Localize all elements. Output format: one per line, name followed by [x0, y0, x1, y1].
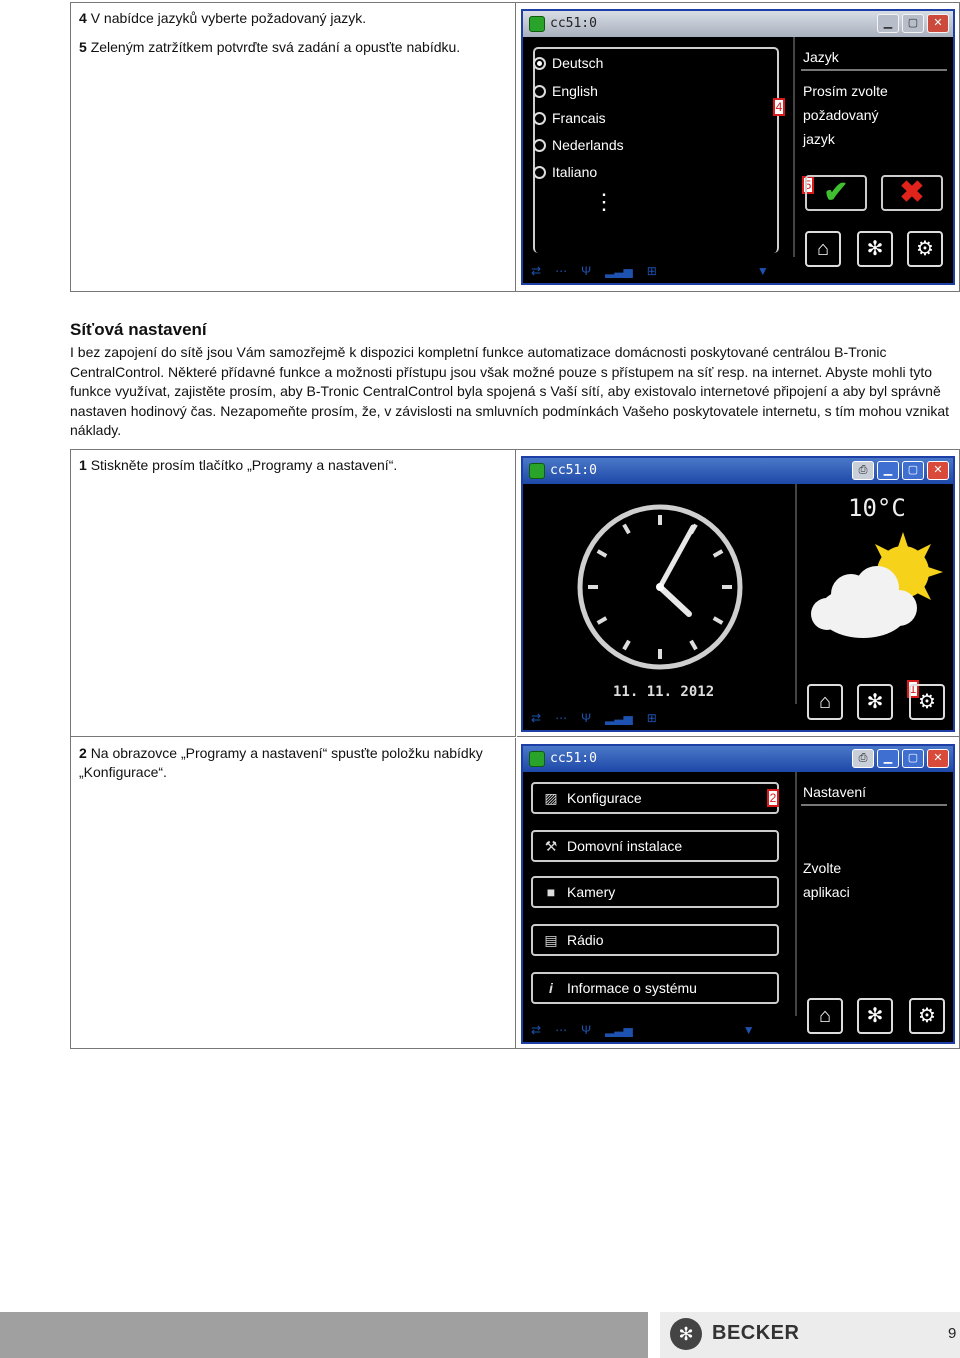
home-button[interactable] [807, 998, 843, 1034]
window-titlebar [523, 746, 953, 772]
lan-icon: ⊞ [646, 264, 657, 278]
menu-item-domovni-instalace[interactable]: ⚒ Domovní instalace [531, 830, 779, 862]
minimize-icon[interactable]: ▁ [877, 461, 899, 480]
fan-icon: ✻ [866, 1005, 884, 1027]
network-icon: ⇄ [531, 1023, 542, 1037]
minimize-icon[interactable]: ▁ [877, 14, 899, 33]
link-icon: ⋯ [555, 264, 568, 278]
maximize-icon[interactable]: ▢ [902, 14, 924, 33]
step-1: 1 Stiskněte prosím tlačítko „Programy a nastavení“. [79, 457, 398, 473]
menu-item-informace-o-systemu[interactable]: i Informace o systému [531, 972, 779, 1004]
info-icon: i [549, 980, 553, 996]
app-icon [529, 751, 545, 767]
programs-settings-screen [521, 744, 955, 1044]
panel-divider [795, 484, 797, 704]
minimize-icon[interactable]: ▁ [877, 749, 899, 768]
signal-icon: ▂▃▅ [605, 711, 633, 725]
window-titlebar [523, 11, 953, 37]
status-bar [523, 1018, 793, 1042]
clock-screen [521, 456, 955, 732]
home-icon: ⌂ [816, 238, 830, 260]
step-4: 4 V nabídce jazyků vyberte požadovaný jazyk. [79, 10, 367, 26]
language-option-francais[interactable]: Francais [533, 110, 606, 126]
dropdown-icon[interactable]: ▼ [756, 264, 769, 278]
window-controls [852, 749, 949, 768]
radio-icon: ▤ [544, 931, 558, 948]
section-paragraph: I bez zapojení do sítě jsou Vám samozřejmě k dispozici kompletní funkce automatizace domácnosti poskytované centrálou B-Tronic CentralControl. Některé přídavné funkce a možnosti přístupu jsou však možné pouze s přístupem na síť resp. na internet. Abyste mohli tyto funkce využívat, zajistěte prosím, aby B-Tronic CentralControl byla spojená s Vaší sítí, aby existovalo internetové připojení a aby byl správně nastaven hodinový čas. Nezapomeňte prosím, že, v závislosti na smluvních podmínkách Vašeho poskytovatele internetu, s tím mohou vznikat náklady. [70, 344, 950, 438]
radio-icon [533, 139, 546, 152]
language-option-deutsch[interactable]: Deutsch [533, 55, 603, 71]
radio-icon [533, 85, 546, 98]
steps-text-cell [71, 3, 516, 291]
side-panel-text: Zvolte aplikaci [803, 860, 850, 900]
footer-bar [0, 1312, 648, 1358]
steps-table-1 [70, 2, 960, 292]
window-title: cc51:0 [550, 751, 597, 766]
step-2-cell [71, 738, 516, 1048]
section-heading: Síťová nastavení [70, 320, 207, 339]
signal-icon: ▂▃▅ [605, 264, 633, 278]
camera-icon: ■ [546, 884, 556, 900]
brand-name: BECKER [712, 1322, 800, 1344]
programs-settings-button[interactable] [909, 684, 945, 720]
menu-screenshot-cell [517, 738, 959, 1048]
footer-brand-area [660, 1312, 960, 1358]
steps-table-2 [70, 449, 960, 1049]
marker-5: 5 [802, 176, 814, 194]
partly-cloudy-icon [803, 530, 953, 650]
window-title: cc51:0 [550, 16, 597, 31]
fan-icon: ✻ [866, 691, 884, 713]
settings-button[interactable] [909, 998, 945, 1034]
home-button[interactable] [805, 231, 841, 267]
status-bar [523, 706, 793, 730]
cancel-button[interactable] [881, 175, 943, 211]
cross-icon: ✖ [899, 176, 925, 209]
temperature-reading: 10°C [848, 494, 906, 522]
home-icon: ⌂ [818, 1005, 832, 1027]
close-icon[interactable]: ✕ [927, 749, 949, 768]
gear-icon: ⚙ [916, 238, 934, 260]
side-panel-title: Nastavení [803, 784, 867, 800]
step-2: 2 Na obrazovce „Programy a nastavení“ spusťte položku nabídky „Konfigurace“. [79, 745, 483, 780]
radio-selected-icon [533, 57, 546, 70]
step-1-cell [71, 450, 516, 737]
clock-date: 11. 11. 2012 [613, 684, 715, 700]
window-title: cc51:0 [550, 463, 597, 478]
marker-1: 1 [907, 680, 919, 698]
language-option-nederlands[interactable]: Nederlands [533, 137, 624, 153]
link-icon: ⋯ [555, 1023, 568, 1037]
clock-screenshot-cell [517, 450, 959, 737]
side-panel-title: Jazyk [803, 49, 839, 65]
radio-icon [533, 166, 546, 179]
app-icon [529, 16, 545, 32]
close-icon[interactable]: ✕ [927, 14, 949, 33]
side-panel-text: Prosím zvolte požadovaný jazyk [803, 83, 888, 147]
antenna-icon: Ψ [581, 1023, 592, 1037]
fan-button[interactable] [857, 998, 893, 1034]
confirm-button[interactable] [805, 175, 867, 211]
print-icon[interactable]: ⎙ [852, 749, 874, 768]
signal-icon: ▂▃▅ [605, 1023, 633, 1037]
language-option-italiano[interactable]: Italiano [533, 164, 597, 180]
gear-icon: ⚙ [918, 691, 936, 713]
page-number: 9 [948, 1325, 957, 1342]
step-5: 5 Zeleným zatržítkem potvrďte svá zadání a opusťte nabídku. [79, 39, 461, 55]
side-title-underline [801, 804, 947, 806]
configuration-icon: ▨ [544, 789, 558, 806]
checkmark-icon: ✔ [823, 176, 849, 209]
menu-item-kamery[interactable]: ■ Kamery [531, 876, 779, 908]
wrench-icon: ⚒ [544, 837, 558, 854]
window-controls [877, 14, 949, 33]
window-controls [852, 461, 949, 480]
close-icon[interactable]: ✕ [927, 461, 949, 480]
side-title-underline [801, 69, 947, 71]
dropdown-icon[interactable]: ▼ [742, 1023, 755, 1037]
language-screen [521, 9, 955, 285]
analog-clock [575, 502, 745, 672]
window-titlebar [523, 458, 953, 484]
gear-icon: ⚙ [918, 1005, 936, 1027]
becker-logo-icon: ✻ [670, 1318, 702, 1350]
home-button[interactable] [807, 684, 843, 720]
home-icon: ⌂ [818, 691, 832, 713]
panel-divider [795, 772, 797, 1016]
menu-item-radio[interactable]: ▤ Rádio [531, 924, 779, 956]
marker-2: 2 [767, 789, 779, 807]
fan-button[interactable] [857, 684, 893, 720]
more-indicator: ⋮ [593, 189, 615, 214]
radio-icon [533, 112, 546, 125]
marker-4: 4 [773, 98, 785, 116]
screenshot-cell [517, 3, 959, 291]
print-icon[interactable]: ⎙ [852, 461, 874, 480]
app-icon [529, 463, 545, 479]
fan-icon: ✻ [866, 238, 884, 260]
antenna-icon: Ψ [581, 711, 592, 725]
language-option-english[interactable]: English [533, 83, 598, 99]
maximize-icon[interactable]: ▢ [902, 749, 924, 768]
status-bar [523, 259, 793, 283]
link-icon: ⋯ [555, 711, 568, 725]
fan-button[interactable] [857, 231, 893, 267]
lan-icon: ⊞ [646, 711, 657, 725]
panel-divider [793, 37, 795, 257]
maximize-icon[interactable]: ▢ [902, 461, 924, 480]
network-icon: ⇄ [531, 711, 542, 725]
menu-item-konfigurace[interactable]: ▨ Konfigurace [531, 782, 779, 814]
settings-button[interactable] [907, 231, 943, 267]
antenna-icon: Ψ [581, 264, 592, 278]
network-icon: ⇄ [531, 264, 542, 278]
